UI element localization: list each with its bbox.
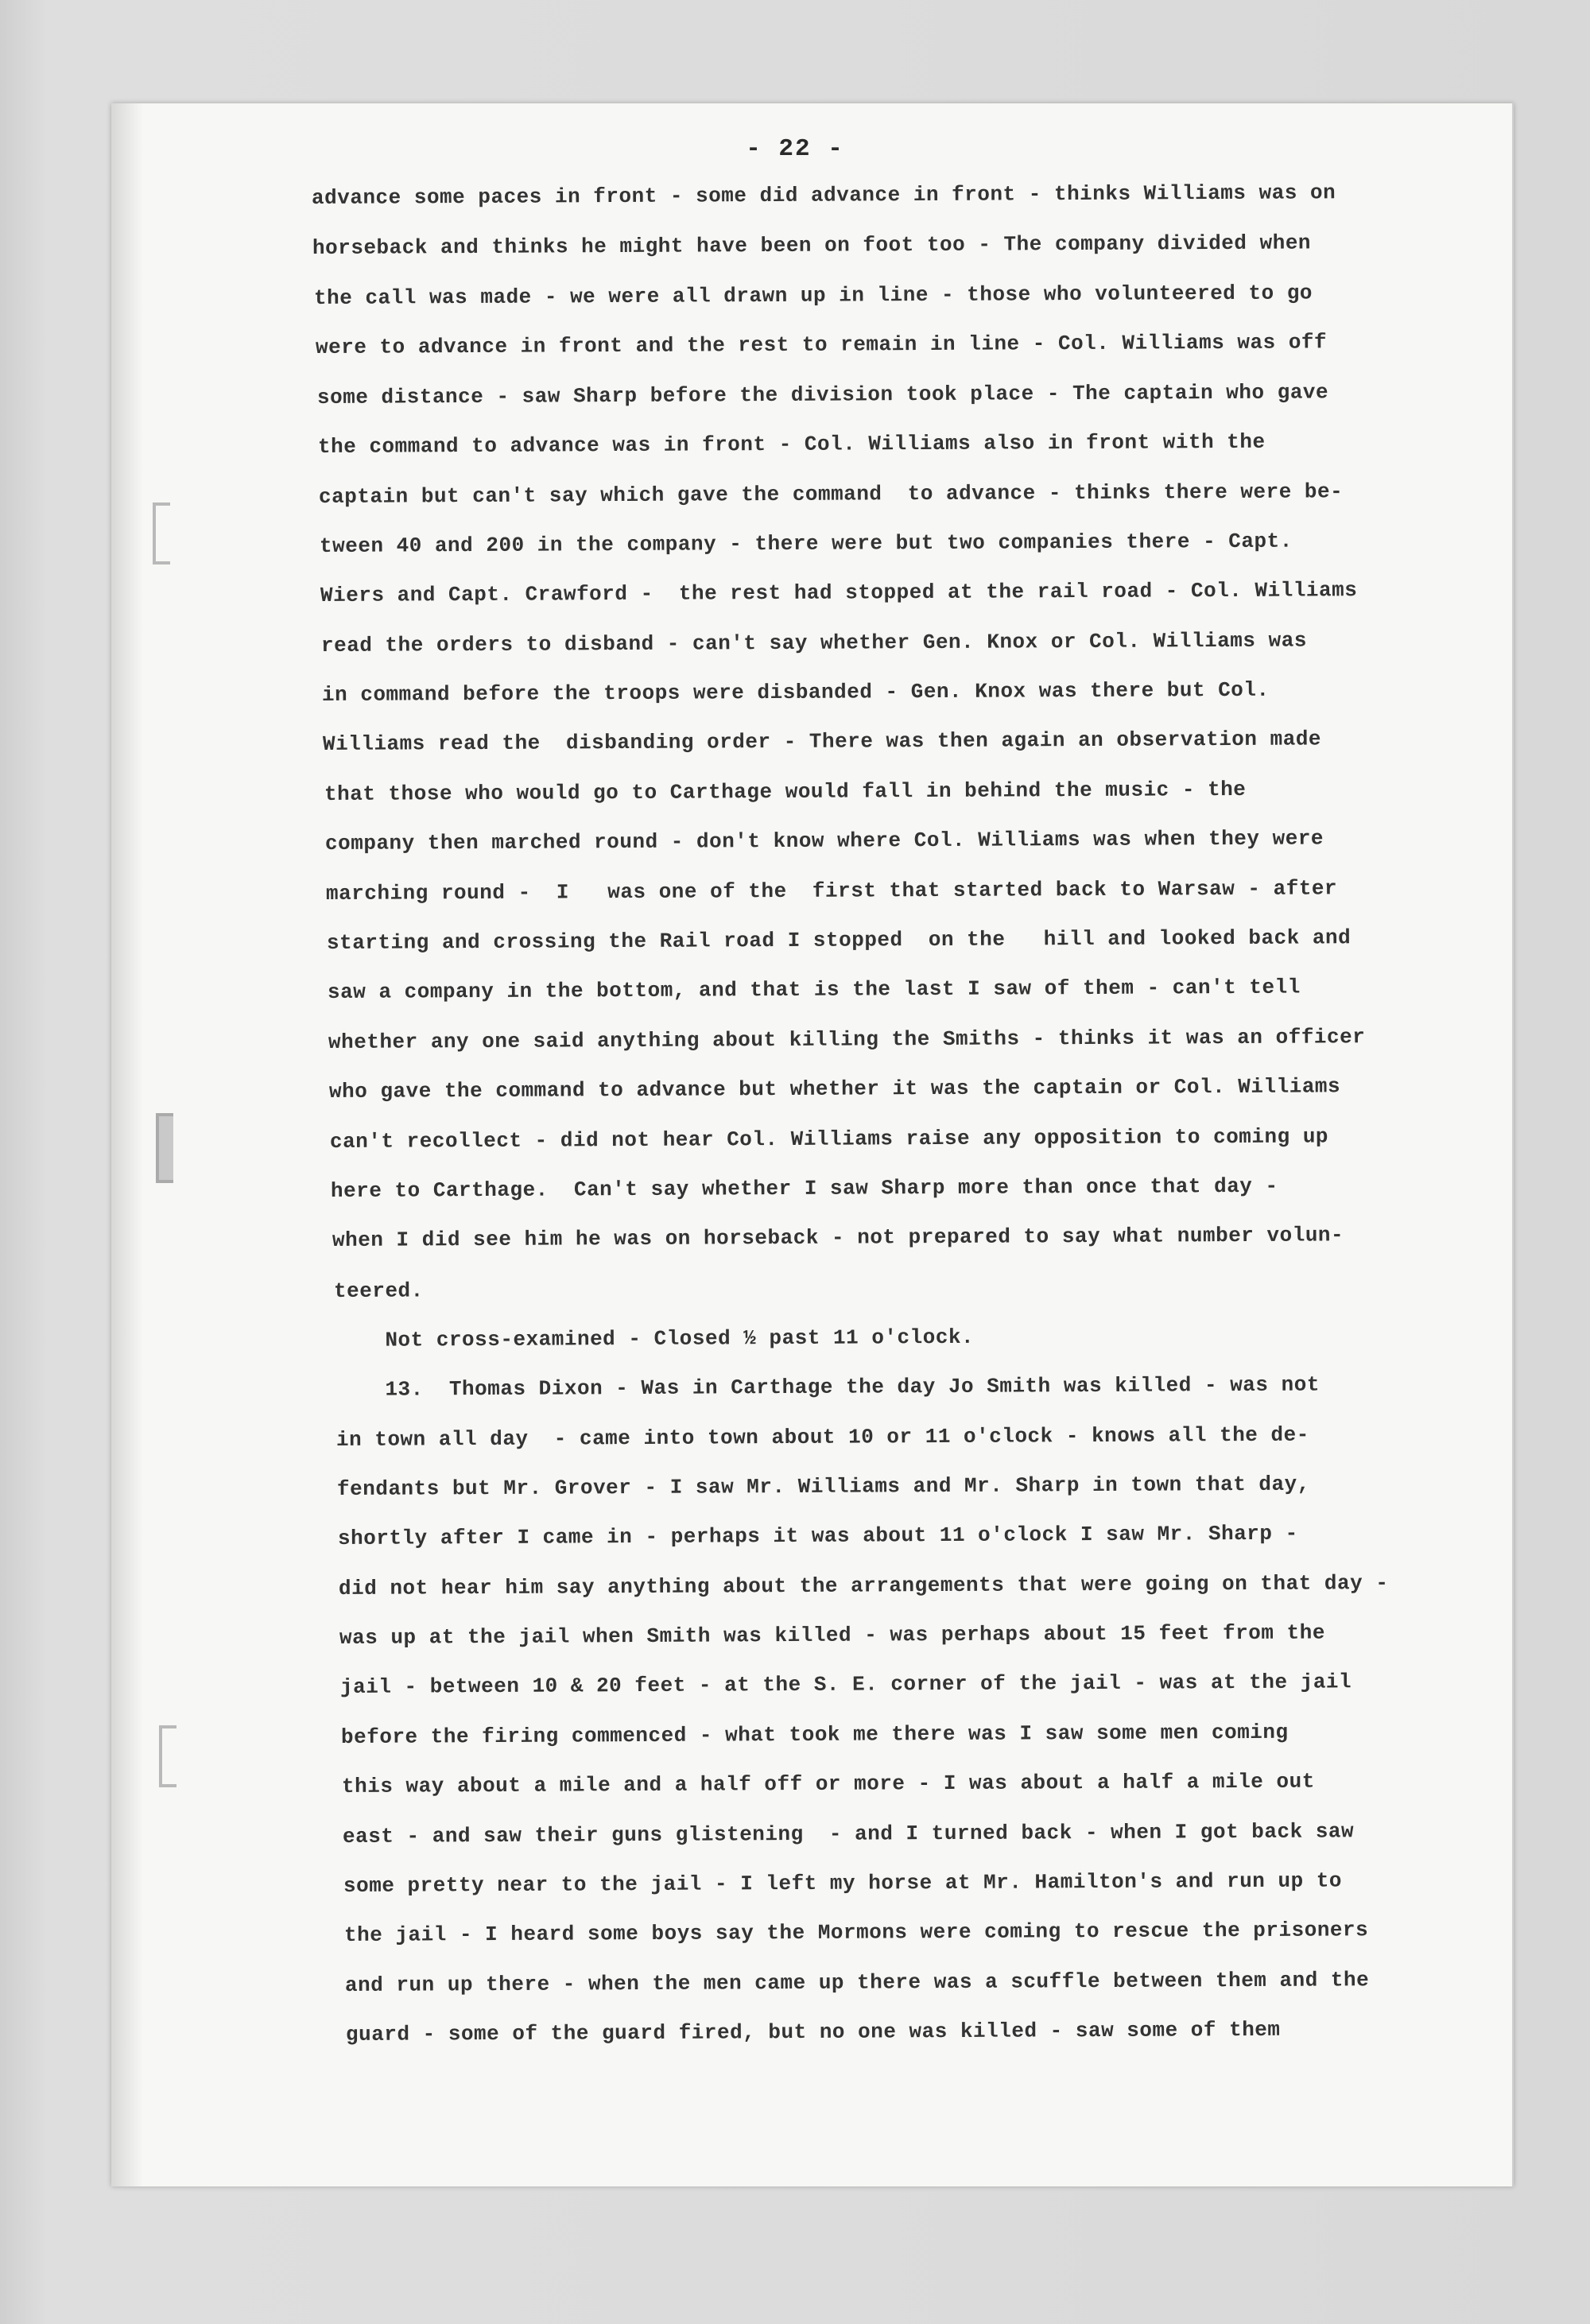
text-line: teered.	[333, 1278, 424, 1303]
text-line: in command before the troops were disbanded - Gen. Knox was there but Col.	[321, 677, 1270, 707]
text-line: saw a company in the bottom, and that is the last I saw of them - can't tell	[327, 975, 1301, 1004]
text-line: some distance - saw Sharp before the division took place - The captain who gave	[316, 380, 1329, 409]
text-line: jail - between 10 & 20 feet - at the S. E. corner of the jail - was at the jail	[339, 1670, 1352, 1699]
text-line: the jail - I heard some boys say the Mormons were coming to rescue the prisoners	[343, 1918, 1369, 1947]
page-number: - 22 -	[746, 135, 844, 163]
text-line: that those who would go to Carthage would fall in behind the music - the	[324, 777, 1247, 806]
text-line: were to advance in front and the rest to remain in line - Col. Williams was off	[315, 330, 1328, 359]
text-line: read the orders to disband - can't say whether Gen. Knox or Col. Williams was	[320, 628, 1307, 658]
text-line: starting and crossing the Rail road I stopped on the hill and looked back and	[326, 925, 1352, 955]
text-line: company then marched round - don't know where Col. Williams was when they were	[324, 826, 1324, 855]
text-line: Not cross-examined - Closed ½ past 11 o'clock.	[333, 1325, 975, 1352]
text-line: captain but can't say which gave the command to advance - thinks there were be-	[318, 479, 1344, 509]
text-line: whether any one said anything about killing the Smiths - thinks it was an officer	[328, 1025, 1366, 1054]
text-line: fendants but Mr. Grover - I saw Mr. Williams and Mr. Sharp in town that day,	[336, 1472, 1310, 1501]
text-line: can't recollect - did not hear Col. Williams raise any opposition to coming up	[329, 1124, 1329, 1154]
text-line: the call was made - we were all drawn up in line - those who volunteered to go	[313, 281, 1313, 310]
text-line: and run up there - when the men came up there was a scuffle between them and the	[344, 1968, 1370, 1997]
text-line: when I did see him he was on horseback - not prepared to say what number volun-	[332, 1223, 1344, 1252]
text-line: guard - some of the guard fired, but no one was killed - saw some of them	[345, 2017, 1281, 2047]
text-line: shortly after I came in - perhaps it was about 11 o'clock I saw Mr. Sharp -	[337, 1521, 1298, 1550]
text-line: 13. Thomas Dixon - Was in Carthage the day Jo Smith was killed - was not	[333, 1372, 1320, 1402]
text-line: in town all day - came into town about 10 or 11 o'clock - knows all the de-	[335, 1422, 1309, 1452]
text-line: marching round - I was one of the first that started back to Warsaw - after	[325, 876, 1338, 906]
text-line: this way about a mile and a half off or more - I was about a half a mile out	[341, 1769, 1315, 1798]
text-line: Williams read the disbanding order - There was then again an observation made	[322, 727, 1322, 756]
text-line: horseback and thinks he might have been on foot too - The company divided when	[312, 231, 1312, 260]
text-line: was up at the jail when Smith was killed - was perhaps about 15 feet from the	[339, 1620, 1325, 1650]
text-line: advance some paces in front - some did advance in front - thinks Williams was on	[311, 180, 1336, 210]
text-line: tween 40 and 200 in the company - there were but two companies there - Capt.	[319, 529, 1293, 558]
text-line: Wiers and Capt. Crawford - the rest had stopped at the rail road - Col. Williams	[320, 578, 1358, 607]
text-line: the command to advance was in front - Col. Williams also in front with the	[317, 429, 1266, 459]
text-line: did not hear him say anything about the arrangements that were going on that day -	[338, 1571, 1389, 1600]
text-line: before the firing commenced - what took me there was I saw some men coming	[340, 1720, 1289, 1749]
text-line: some pretty near to the jail - I left my horse at Mr. Hamilton's and run up to	[343, 1868, 1343, 1898]
text-line: who gave the command to advance but whether it was the captain or Col. Williams	[328, 1074, 1341, 1104]
text-line: east - and saw their guns glistening - and I turned back - when I got back saw	[342, 1819, 1355, 1849]
text-line: here to Carthage. Can't say whether I saw Sharp more than once that day -	[330, 1174, 1278, 1203]
